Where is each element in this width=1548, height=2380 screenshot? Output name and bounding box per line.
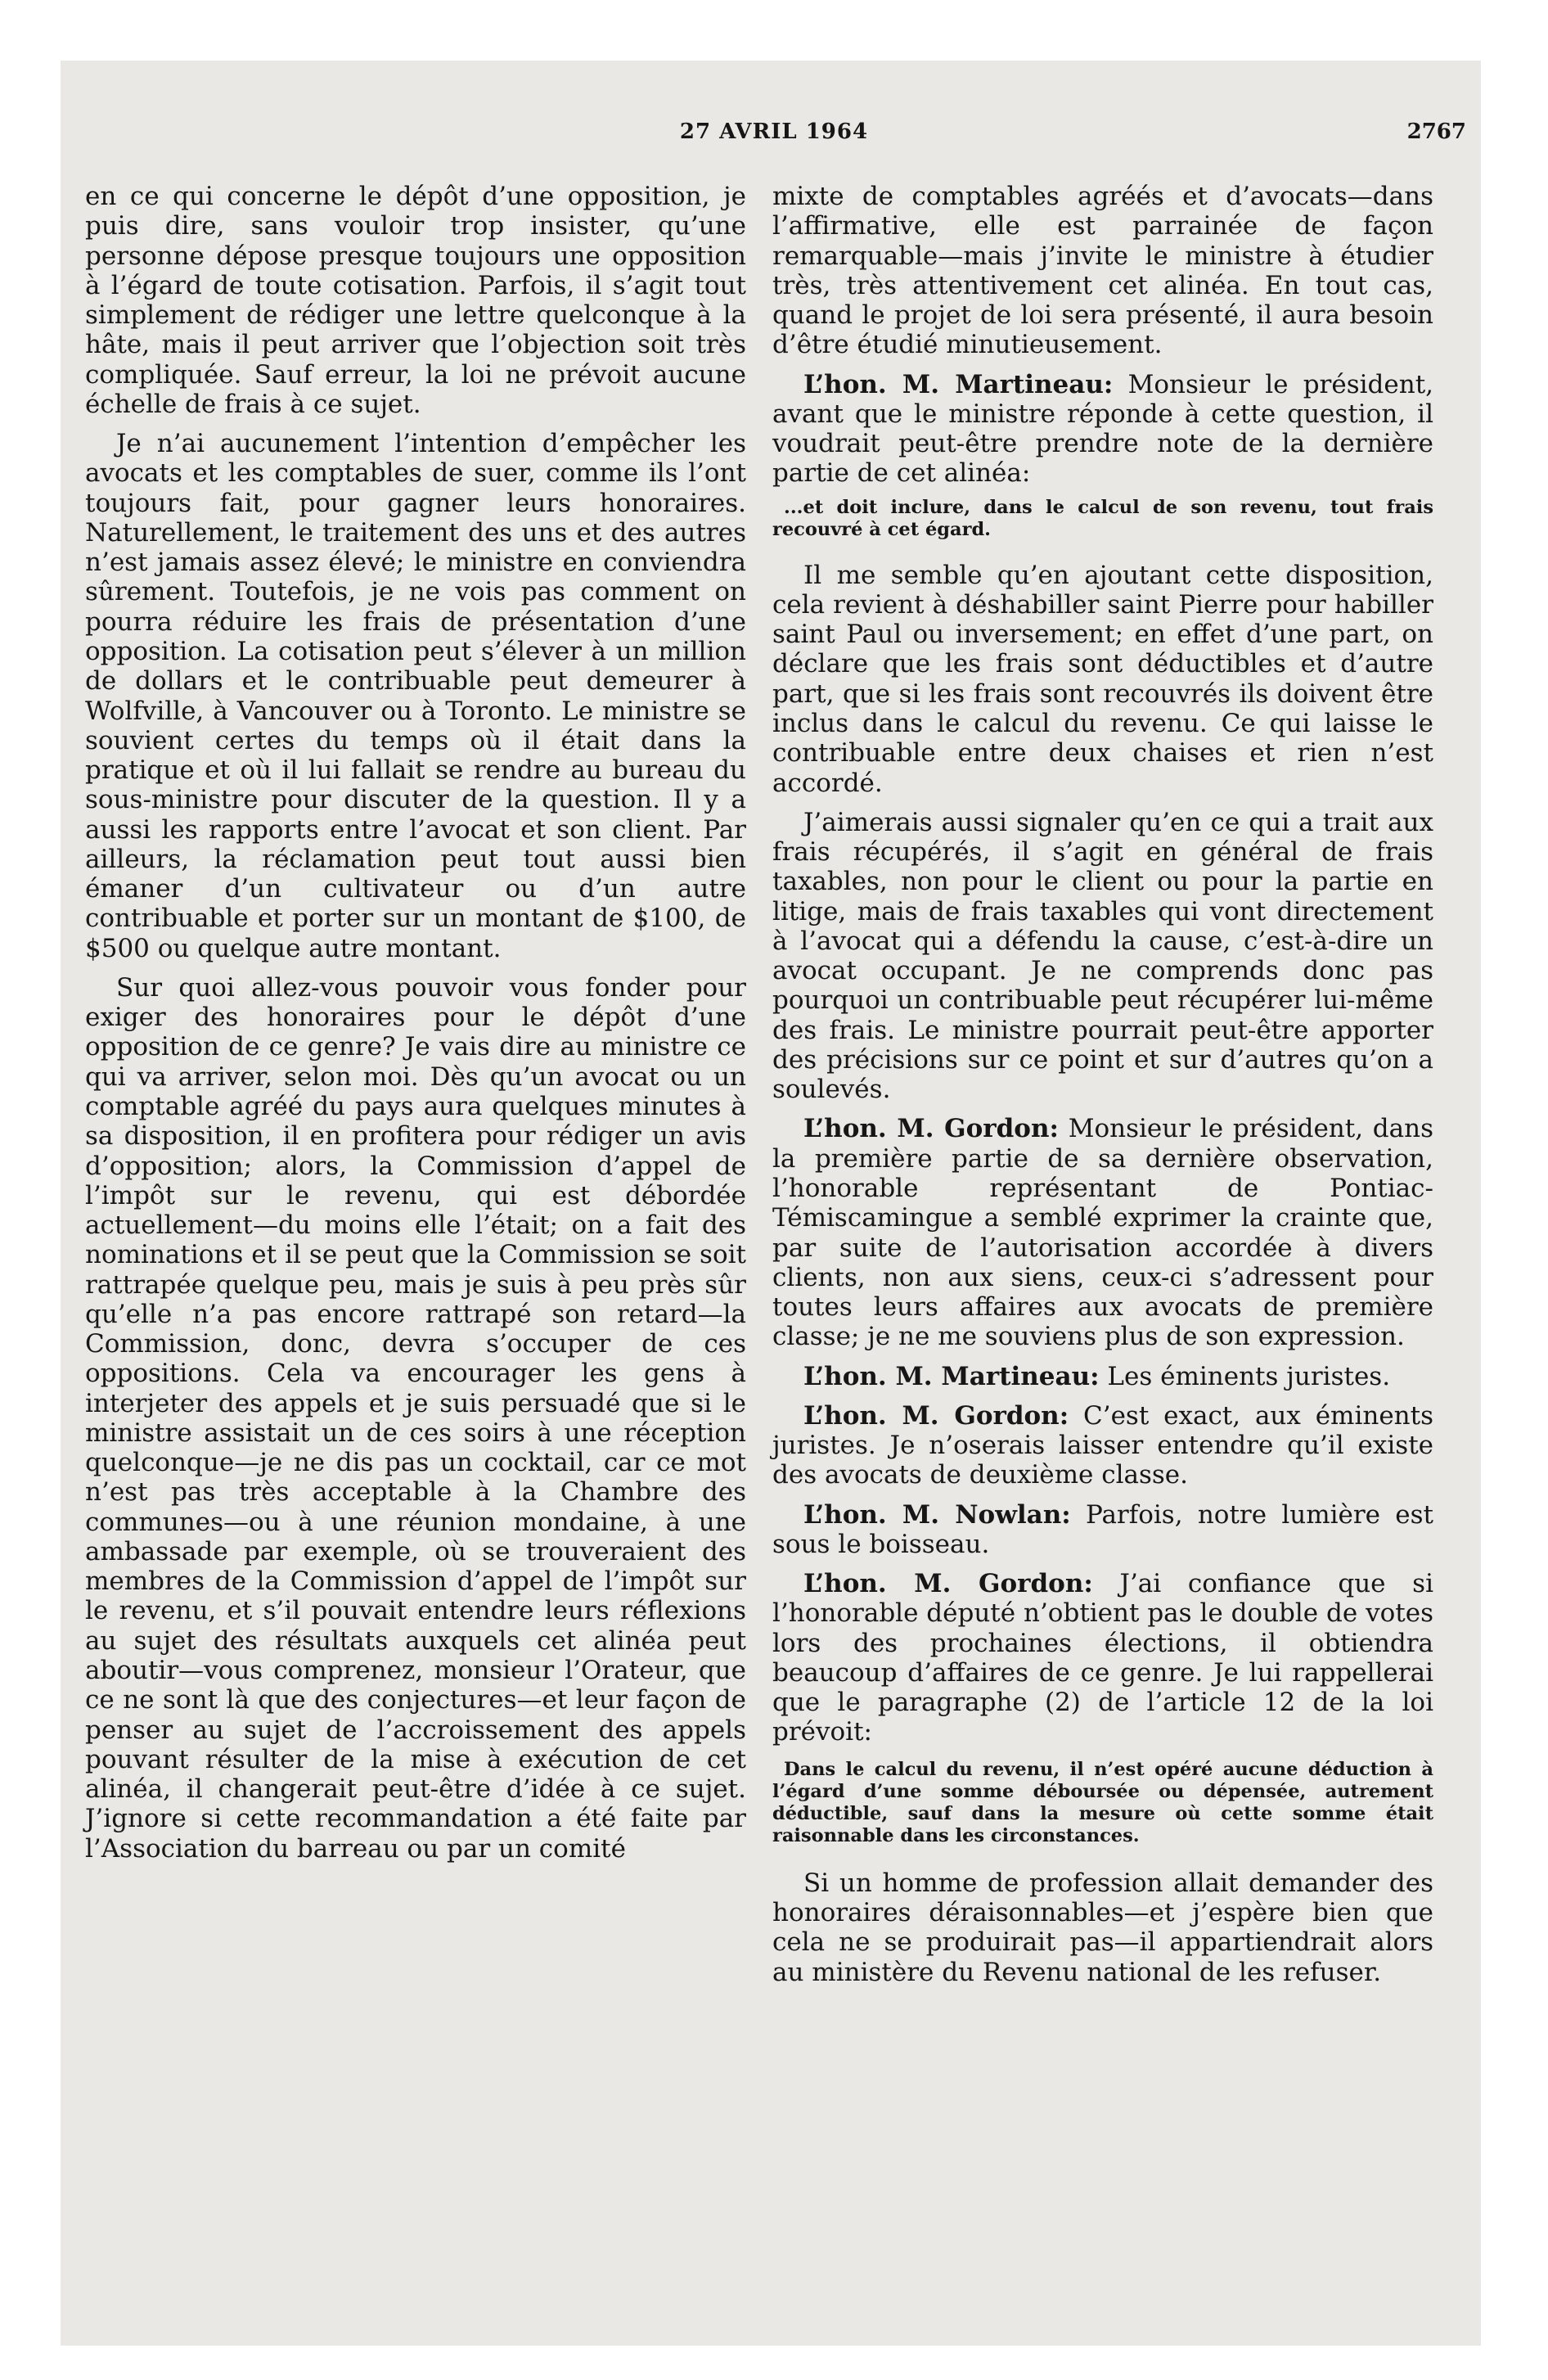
speech-text: Les éminents juristes. <box>1107 1361 1391 1391</box>
speech-text: Parfois, notre lumière est sous le boisseau. <box>772 1499 1433 1559</box>
speaker-name: L’hon. M. Martineau: <box>803 369 1114 399</box>
right-column <box>772 182 1433 1987</box>
speaker-name: L’hon. M. Nowlan: <box>803 1499 1071 1530</box>
paragraph: en ce qui concerne le dépôt d’une opposition, je puis dire, sans vouloir trop insister, qu’une personne dépose presque toujours une opposition à l’égard de toute cotisation. Parfois, il s’agit tout simplement de rédiger une lettre quelconque à la hâte, mais il peut arriver que l’objection soit très compliquée. Sauf erreur, la loi ne prévoit aucune échelle de frais à ce sujet. <box>85 182 746 419</box>
left-column <box>85 182 746 1864</box>
speaker-name: L’hon. M. Martineau: <box>803 1361 1100 1391</box>
speaker-name: L’hon. M. Gordon: <box>803 1114 1059 1144</box>
paragraph: J’aimerais aussi signaler qu’en ce qui a trait aux frais récupérés, il s’agit en général de frais taxables, non pour le client ou pour la partie en litige, mais de frais taxables qui vont directement à l’avocat qui a défendu la cause, c’est-à-dire un avocat occupant. Je ne comprends donc pas pourquoi un contribuable peut récupérer lui-même des frais. Le ministre pourrait peut-être apporter des précisions sur ce point et sur d’autres qu’on a soulevés. <box>772 807 1433 1105</box>
speech-martineau <box>772 1362 1433 1391</box>
speech-text: C’est exact, aux éminents juristes. Je n’oserais laisser entendre qu’il existe des avocats de deuxième classe. <box>772 1400 1434 1490</box>
block-quote: ...et doit inclure, dans le calcul de son revenu, tout frais recouvré à cet égard. <box>772 496 1433 540</box>
speech-martineau <box>772 370 1433 489</box>
speech-gordon <box>772 1569 1433 1747</box>
speech-text: Monsieur le président, dans la première partie de sa dernière observation, l’honorable représentant de Pontiac-Témiscamingue a semblé exprimer la crainte que, par suite de l’autorisation accordée à divers clients, non aux siens, ceux-ci s’adressent pour toutes leurs affaires aux avocats de première classe; je ne me souviens plus de son expression. <box>772 1114 1433 1352</box>
block-quote: Dans le calcul du revenu, il n’est opéré aucune déduction à l’égard d’une somme déboursée ou dépensée, autrement déductible, sauf dans la mesure où cette somme était raisonnable dans les circonstances. <box>772 1758 1433 1846</box>
paragraph: Je n’ai aucunement l’intention d’empêcher les avocats et les comptables de suer, comme ils l’ont toujours fait, pour gagner leurs honoraires. Naturellement, le traitement des uns et des autres n’est jamais assez élevé; le ministre en conviendra sûrement. Toutefois, je ne vois pas comment on pourra réduire les frais de présentation d’une opposition. La cotisation peut s’élever à un million de dollars et le contribuable peut demeurer à Wolfville, à Vancouver ou à Toronto. Le ministre se souvient certes du temps où il était dans la pratique et où il lui fallait se rendre au bureau du sous-ministre pour discuter de la question. Il y a aussi les rapports entre l’avocat et son client. Par ailleurs, la réclamation peut tout aussi bien émaner d’un cultivateur ou d’un autre contribuable et porter sur un montant de $100, de $500 ou quelque autre montant. <box>85 429 746 963</box>
speech-text: Monsieur le président, avant que le ministre réponde à cette question, il voudrait peut-être prendre note de la dernière partie de cet alinéa: <box>772 369 1434 489</box>
speaker-name: L’hon. M. Gordon: <box>803 1400 1069 1431</box>
speaker-name: L’hon. M. Gordon: <box>803 1569 1093 1599</box>
speech-nowlan <box>772 1500 1433 1560</box>
paragraph: Il me semble qu’en ajoutant cette disposition, cela revient à déshabiller saint Pierre pour habiller saint Paul ou inversement; en effet d’une part, on déclare que les frais sont déductibles et d’autre part, que si les frais sont recouvrés ils doivent être inclus dans le calcul du revenu. Ce qui laisse le contribuable entre deux chaises et rien n’est accordé. <box>772 560 1433 798</box>
paragraph: Sur quoi allez-vous pouvoir vous fonder pour exiger des honoraires pour le dépôt d’une opposition de ce genre? Je vais dire au ministre ce qui va arriver, selon moi. Dès qu’un avocat ou un comptable agréé du pays aura quelques minutes à sa disposition, il en profitera pour rédiger un avis d’opposition; alors, la Commission d’appel de l’impôt sur le revenu, qui est débordée actuellement—du moins elle l’était; on a fait des nominations et il se peut que la Commission se soit rattrapée quelque peu, mais je suis à peu près sûr qu’elle n’a pas encore rattrapé son retard—la Commission, donc, devra s’occuper de ces oppositions. Cela va encourager les gens à interjeter des appels et je suis persuadé que si le ministre assistait un de ces soirs à une réception quelconque—je ne dis pas un cocktail, car ce mot n’est pas très acceptable à la Chambre des communes—ou à une réunion mondaine, à une ambassade par exemple, où se trouveraient des membres de la Commission d’appel de l’impôt sur le revenu, et s’il pouvait entendre leurs réflexions au sujet des résultats auxquels cet alinéa peut aboutir—vous comprenez, monsieur l’Orateur, que ce ne sont là que des conjectures—et leur façon de penser au sujet de l’accroissement des appels pouvant résulter de la mise à exécution de cet alinéa, il changerait peut-être d’idée à ce sujet. J’ignore si cette recommandation a été faite par l’Association du barreau ou par un comité <box>85 972 746 1864</box>
speech-gordon <box>772 1401 1433 1490</box>
page-header <box>82 119 1466 160</box>
speech-gordon <box>772 1114 1433 1351</box>
header-date: 27 AVRIL 1964 <box>679 119 869 144</box>
speech-text: J’ai confiance que si l’honorable député n’obtient pas le double de votes lors des prochaines élections, il obtiendra beaucoup d’affaires de ce genre. Je lui rappellerai que le paragraphe (2) de l’article 12 de la loi prévoit: <box>772 1569 1433 1747</box>
page-number: 2767 <box>1406 119 1466 144</box>
paragraph: Si un homme de profession allait demander des honoraires déraisonnables—et j’espère bien que cela ne se produirait pas—il appartiendrait alors au ministère du Revenu national de les refuser. <box>772 1868 1433 1987</box>
paragraph: mixte de comptables agréés et d’avocats—dans l’affirmative, elle est parrainée de façon remarquable—mais j’invite le ministre à étudier très, très attentivement cet alinéa. En tout cas, quand le projet de loi sera présenté, il aura besoin d’être étudié minutieusement. <box>772 182 1433 360</box>
